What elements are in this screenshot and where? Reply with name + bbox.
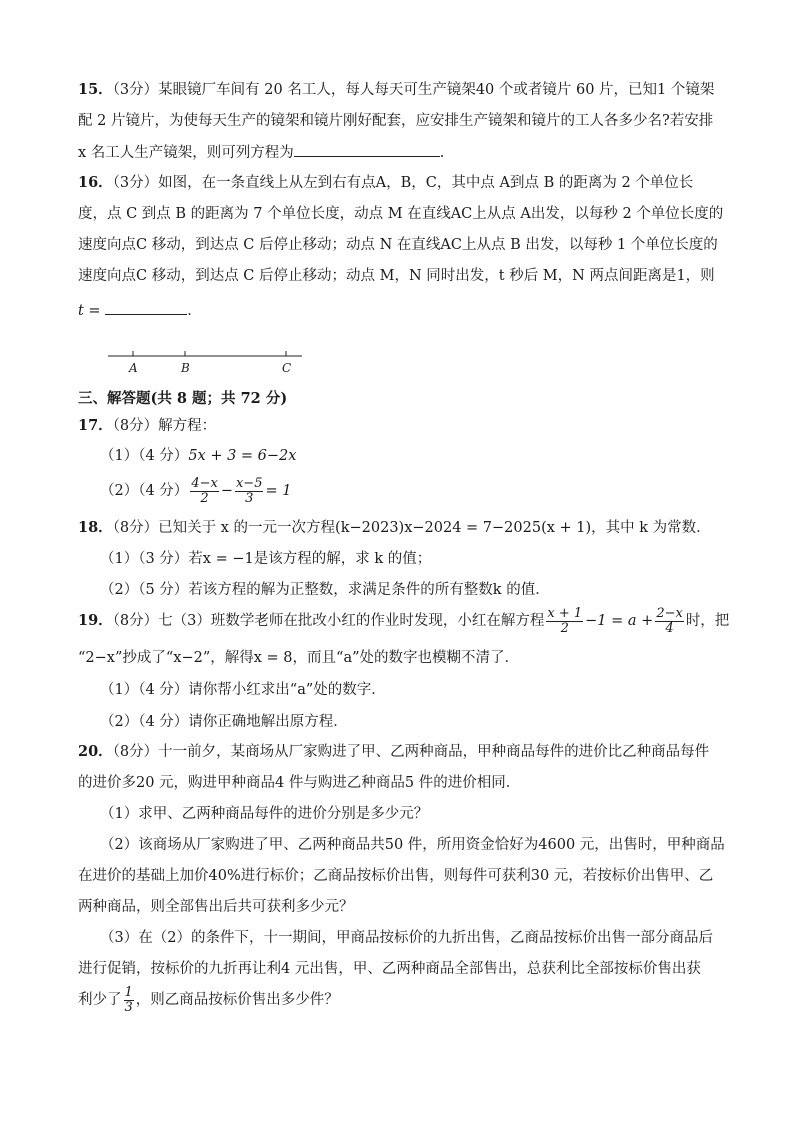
q16-line-4: 速度向点C 移动，到达点 C 后停止移动；动点 M，N 同时出发，t 秒后 M，N 两点间距离是1，则 — [78, 268, 715, 284]
q18-stem: （8分）已知关于 x 的一元一次方程(k−2023)x−2024 = 7−2025(x + 1)，其中 k 为常数． — [112, 520, 711, 536]
q18-part-1: （1）（3 分）若x = −1是该方程的解，求 k 的值； — [100, 551, 432, 567]
q15-text-3: x 名工人生产镜架，则可列方程为 — [78, 145, 294, 161]
q20-part-3-line-2: 进行促销，按标价的九折再让利4 元出售，甲、乙两种商品全部售出，总获利比全部按标价售出获 — [78, 961, 701, 977]
q20-p3-frac-num: 1 — [124, 984, 133, 1000]
q20-p3-frac-den: 3 — [124, 999, 133, 1015]
q15-text-1: （3分）某眼镜厂车间有 20 名工人，每人每天可生产镜架40 个或者镜片 60 片，已知1 个镜架 — [112, 82, 715, 98]
q15-end: . — [439, 145, 445, 161]
q19-line-2: “2−x”抄成了“x−2”，解得x = 8，而且“a”处的数字也模糊不清了． — [78, 650, 519, 666]
q19-mid: −1 = a + — [585, 613, 654, 629]
q19-f2-den: 4 — [665, 620, 674, 636]
q16-end: ． — [187, 303, 202, 319]
q17-p2-fraction-1 — [190, 477, 219, 506]
q17-p2-rhs: = 1 — [265, 483, 292, 499]
q20-p3-text-a: 利少了 — [78, 992, 122, 1008]
q16-number: 16． — [78, 174, 113, 191]
q19-number: 19． — [78, 612, 113, 629]
q17-p2-label: （2）（4 分） — [100, 483, 189, 499]
q16-text-1: （3分）如图，在一条直线上从左到右有点A，B，C，其中点 A到点 B 的距离为 2 个单位长 — [112, 175, 694, 191]
point-b-label: B — [181, 361, 190, 375]
q20-number: 20． — [78, 743, 113, 760]
q17-p1-label: （1）（4 分） — [100, 448, 189, 464]
q20-part-1: （1）求甲、乙两种商品每件的进价分别是多少元？ — [100, 806, 429, 822]
point-a-label: A — [129, 361, 138, 375]
point-c-label: C — [282, 361, 292, 375]
q19-fraction-1 — [546, 607, 583, 636]
q16-answer-blank[interactable] — [105, 300, 187, 315]
q20-line-2: 的进价多20 元，购进甲种商品4 件与购进乙种商品5 件的进价相同． — [78, 775, 521, 791]
q17-p2-fraction-2 — [235, 477, 264, 506]
q20-part-2-line-1: （2）该商场从厂家购进了甲、乙两种商品共50 件，所用资金恰好为4600 元，出售时，甲种商品 — [100, 837, 725, 853]
q17-p2-f1-den: 2 — [200, 490, 209, 506]
q15-number: 15． — [78, 81, 113, 98]
q20-p3-fraction — [124, 986, 134, 1015]
q17-p2-f2-num: x−5 — [235, 475, 263, 491]
q15-answer-blank[interactable] — [294, 142, 440, 157]
q19-f1-num: x + 1 — [547, 605, 583, 621]
q16-line-2: 度，点 C 到点 B 的距离为 7 个单位长度，动点 M 在直线AC上从点 A出发，以每秒 2 个单位长度的 — [78, 206, 724, 222]
q18-line-1 — [78, 518, 711, 538]
q20-part-3-line-3 — [78, 982, 339, 1018]
q20-text-1: （8分）十一前夕，某商场从厂家购进了甲、乙两种商品，甲种商品每件的进价比乙种商品每件 — [112, 744, 710, 760]
q17-number: 17． — [78, 417, 113, 434]
q20-part-2-line-3: 两种商品，则全部售出后共可获利多少元？ — [78, 899, 354, 915]
q19-f2-num: 2−x — [656, 605, 683, 621]
number-line-figure — [108, 344, 308, 376]
q15-line-3 — [78, 142, 444, 163]
q17-stem: （8分）解方程： — [112, 418, 217, 434]
q17-part-1 — [100, 446, 296, 466]
q18-part-2: （2）（5 分）若该方程的解为正整数，求满足条件的所有整数k 的值． — [100, 582, 550, 598]
q16-line-3: 速度向点C 移动，到达点 C 后停止移动；动点 N 在直线AC上从点 B 出发，以每秒 1 个单位长度的 — [78, 237, 718, 253]
q17-p2-f1-num: 4−x — [191, 475, 218, 491]
q19-part-2: （2）（4 分）请你正确地解出原方程． — [100, 714, 348, 730]
q18-number: 18． — [78, 519, 113, 536]
q17-p2-f2-den: 3 — [245, 490, 254, 506]
q19-part-1: （1）（4 分）请你帮小红求出“a”处的数字． — [100, 682, 386, 698]
q19-fraction-2 — [655, 607, 684, 636]
q19-stem-a: （8分）七（3）班数学老师在批改小红的作业时发现，小红在解方程 — [112, 613, 545, 629]
q17-p2-minus: − — [220, 483, 233, 499]
q20-p3-text-b: ，则乙商品按标价售出多少件？ — [135, 992, 339, 1008]
q20-part-3-line-1: （3）在（2）的条件下，十一期间，甲商品按标价的九折出售，乙商品按标价出售一部分商品后 — [100, 930, 713, 946]
q15-line-2: 配 2 片镜片，为使每天生产的镜架和镜片刚好配套，应安排生产镜架和镜片的工人各多少名?若安排 — [78, 113, 714, 129]
q20-line-1 — [78, 742, 709, 762]
q16-t-label: t = — [78, 303, 101, 319]
section-3-title: 三、解答题(共 8 题；共 72 分) — [78, 390, 288, 407]
q19-stem-b: 时，把 — [685, 613, 730, 629]
q20-part-2-line-2: 在进价的基础上加价40%进行标价；乙商品按标价出售，则每件可获利30 元，若按标价出售甲、乙 — [78, 868, 714, 884]
q17-part-2 — [100, 474, 291, 508]
q16-line-1 — [78, 173, 693, 193]
q19-f1-den: 2 — [560, 620, 569, 636]
q17-p1-equation: 5x + 3 = 6−2x — [188, 448, 297, 464]
q19-line-1 — [78, 604, 729, 638]
q17-line-1 — [78, 416, 216, 436]
q15-line-1 — [78, 80, 714, 100]
q16-line-5 — [78, 300, 202, 321]
